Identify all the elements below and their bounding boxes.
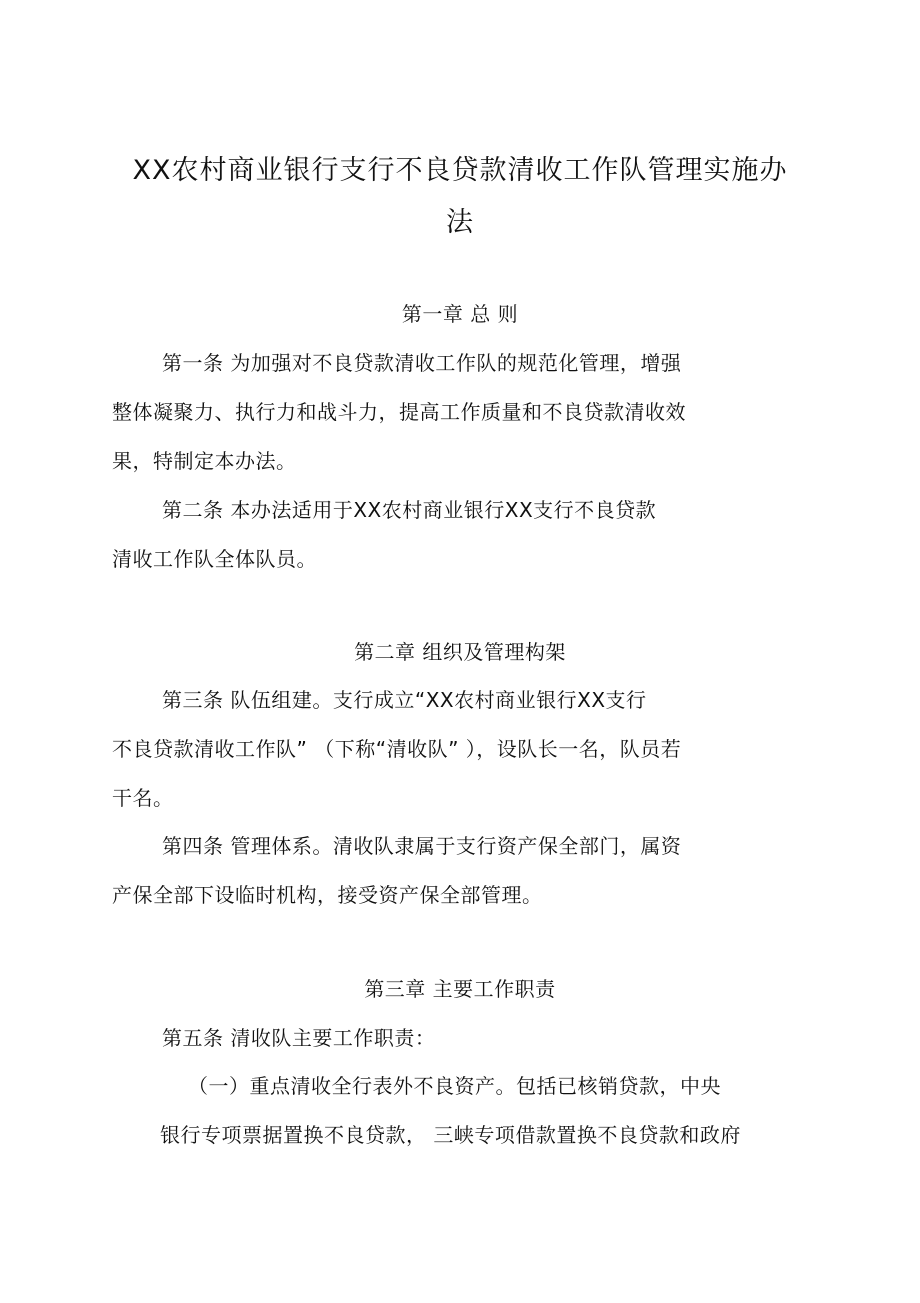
article-5-line: 第五条 清收队主要工作职责： xyxy=(162,1026,436,1050)
chapter-3-heading: 第三章 主要工作职责 xyxy=(364,977,556,1001)
article-1-line-1: 第一条 为加强对不良贷款清收工作队的规范化管理，增强 xyxy=(162,351,682,375)
item-1-line-1: （一）重点清收全行表外不良资产。包括已核销贷款，中央 xyxy=(188,1074,721,1098)
document-title-line-1: XX农村商业银行支行不良贷款清收工作队管理实施办 xyxy=(132,155,788,186)
article-1-line-3: 果，特制定本办法。 xyxy=(112,449,297,473)
article-4-line-1: 第四条 管理体系。清收队隶属于支行资产保全部门，属资 xyxy=(162,834,682,858)
article-3-line-1: 第三条 队伍组建。支行成立“XX农村商业银行XX支行 xyxy=(162,688,647,712)
document-title-line-2: 法 xyxy=(446,207,474,238)
article-3-line-2: 不良贷款清收工作队” （下称“清收队” ），设队长一名，队员若 xyxy=(112,737,682,761)
article-1-line-2: 整体凝聚力、执行力和战斗力，提高工作质量和不良贷款清收效 xyxy=(112,400,686,424)
article-2-line-1: 第二条 本办法适用于XX农村商业银行XX支行不良贷款 xyxy=(162,498,657,522)
article-2-line-2: 清收工作队全体队员。 xyxy=(112,547,317,571)
chapter-2-heading: 第二章 组织及管理构架 xyxy=(354,640,566,664)
article-4-line-2: 产保全部下设临时机构，接受资产保全部管理。 xyxy=(112,883,543,907)
chapter-1-heading: 第一章 总 则 xyxy=(401,302,519,326)
item-1-line-2: 银行专项票据置换不良贷款， 三峡专项借款置换不良贷款和政府 xyxy=(160,1123,741,1147)
article-3-line-3: 干名。 xyxy=(112,786,174,810)
